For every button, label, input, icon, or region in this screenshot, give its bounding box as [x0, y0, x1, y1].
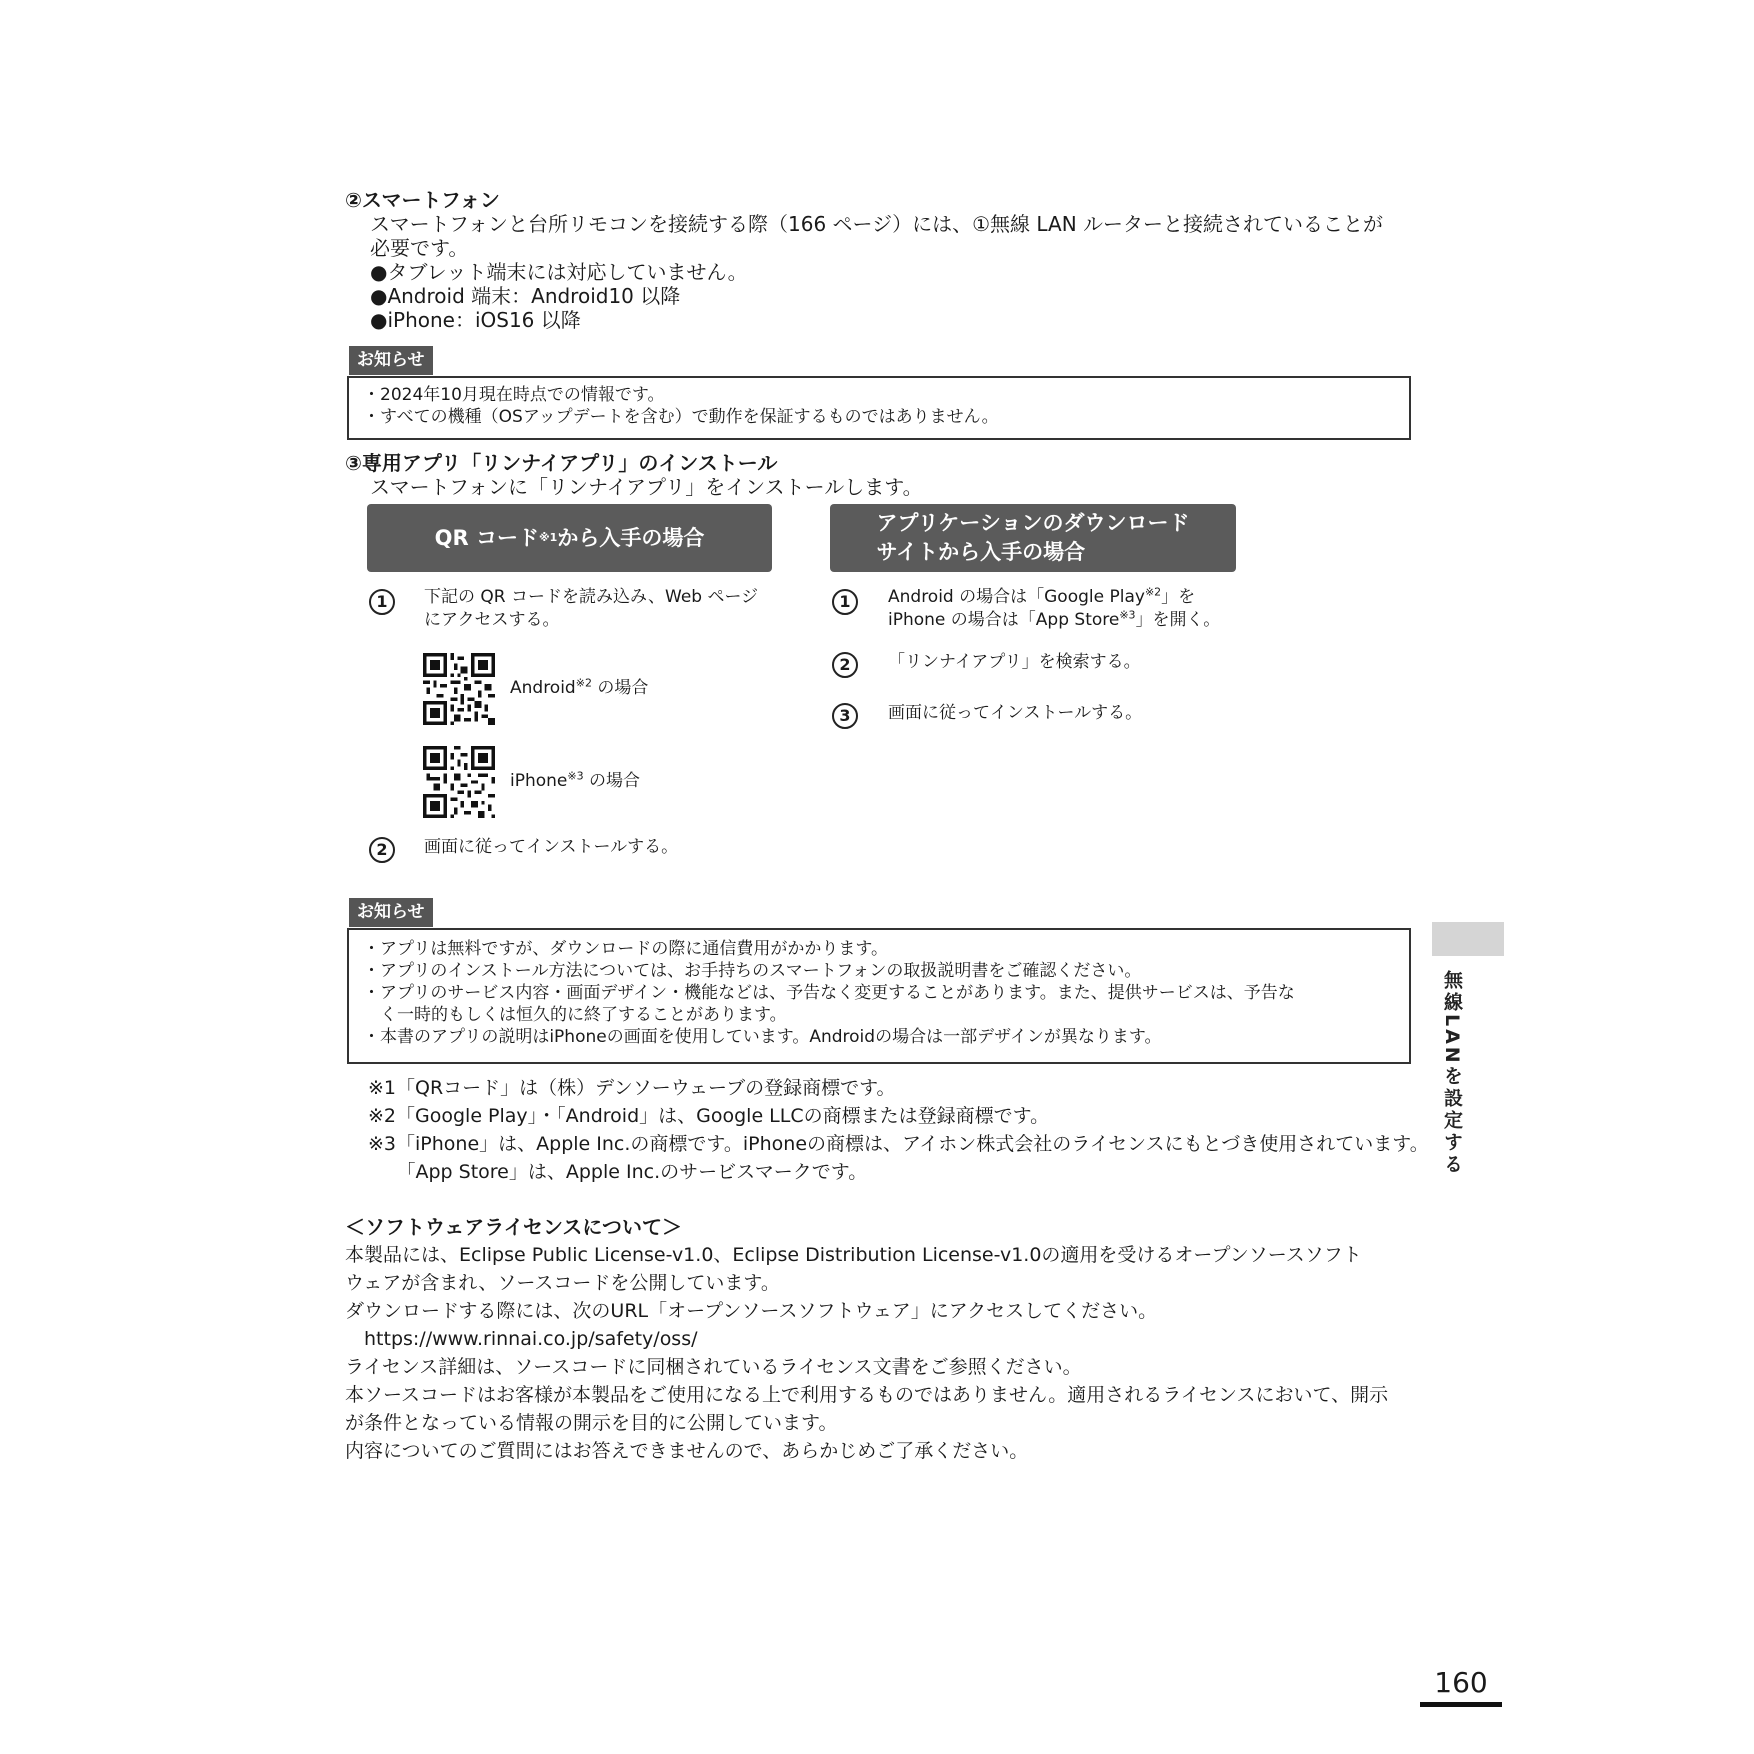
qr-header-text: から入手の場合	[557, 525, 705, 550]
footnote-ref: ※3	[567, 769, 584, 783]
license-url[interactable]: https://www.rinnai.co.jp/safety/oss/	[345, 1328, 698, 1350]
store-step1-text-part: 」を	[1161, 587, 1196, 607]
footnote-item: ※1「QRコード」は（株）デンソーウェーブの登録商標です。	[368, 1077, 896, 1099]
notice-line: ・アプリのインストール方法については、お手持ちのスマートフォンの取扱説明書をご確認ください。	[363, 961, 1142, 981]
store-step1-text	[888, 586, 1220, 632]
store-header-line: サイトから入手の場合	[876, 540, 1086, 564]
notice-line: く一時的もしくは恒久的に終了することがあります。	[363, 1005, 787, 1025]
section-smartphone-title: ②スマートフォン	[345, 188, 500, 212]
store-header-line: アプリケーションのダウンロード	[876, 511, 1190, 535]
license-line: 本ソースコードはお客様が本製品をご使用になる上で利用するものではありません。適用されるライセンスにおいて、開示	[345, 1384, 1389, 1406]
qr-step2-text: 画面に従ってインストールする。	[424, 837, 679, 857]
android-qr-label-text: の場合	[591, 678, 649, 698]
step-number: 1	[832, 589, 858, 615]
license-title: ＜ソフトウェアライセンスについて＞	[345, 1215, 682, 1239]
step-number: 3	[832, 703, 858, 729]
store-method-header	[830, 504, 1236, 572]
android-qr-code	[423, 653, 495, 725]
notice-box	[347, 376, 1411, 440]
section-app-install-desc: スマートフォンに「リンナイアプリ」をインストールします。	[370, 475, 923, 499]
iphone-qr-label	[510, 770, 640, 793]
android-qr-label-text: Android	[510, 678, 576, 698]
notice-line: ・アプリのサービス内容・画面デザイン・機能などは、予告なく変更することがあります。また、提供サービスは、予告な	[363, 983, 1295, 1003]
notice-box	[347, 928, 1411, 1064]
license-line: 内容についてのご質問にはお答えできませんので、あらかじめご了承ください。	[345, 1440, 1029, 1462]
qr-step1-line: 下記の QR コードを読み込み、Web ページ	[424, 587, 759, 607]
qr-method-header: QR コード ※1 から入手の場合	[367, 504, 772, 572]
page-number: 160	[1434, 1666, 1488, 1699]
footnote-ref: ※2	[575, 676, 592, 690]
bullet-android: ●Android 端末：Android10 以降	[370, 284, 681, 308]
iphone-qr-label-text: の場合	[583, 771, 641, 791]
store-step1-text-part: iPhone の場合は「App Store	[888, 610, 1120, 630]
footnote-ref: ※3	[1119, 608, 1136, 622]
footnote-item: ※2「Google Play」・「Android」は、Google LLCの商標または登録商標です。	[368, 1105, 1050, 1127]
license-line: 本製品には、Eclipse Public License-v1.0、Eclipse Distribution License-v1.0の適用を受けるオープンソースソフト	[345, 1244, 1362, 1266]
license-line: ライセンス詳細は、ソースコードに同梱されているライセンス文書をご参照ください。	[345, 1356, 1082, 1378]
store-step1-text-part: Android の場合は「Google Play	[888, 587, 1145, 607]
section-smartphone-desc-1: スマートフォンと台所リモコンを接続する際（166 ページ）には、①無線 LAN ルーターと接続されていることが	[370, 212, 1384, 236]
side-tab-label: 無線LANを設定する	[1441, 970, 1463, 1176]
notice-line: ・すべての機種（OSアップデートを含む）で動作を保証するものではありません。	[363, 407, 999, 427]
iphone-qr-label-text: iPhone	[510, 771, 568, 791]
license-line: が条件となっている情報の開示を目的に公開しています。	[345, 1412, 838, 1434]
license-line: ダウンロードする際には、次のURL「オープンソースソフトウェア」にアクセスしてください。	[345, 1300, 1158, 1322]
side-tab-marker	[1432, 922, 1504, 956]
section-app-install-title: ③専用アプリ「リンナイアプリ」のインストール	[345, 451, 778, 475]
footnote-item: ※3「iPhone」は、Apple Inc.の商標です。iPhoneの商標は、アイホン株式会社のライセンスにもとづき使用されています。	[368, 1133, 1429, 1155]
footnote-item: 「App Store」は、Apple Inc.のサービスマークです。	[368, 1161, 868, 1183]
bullet-iphone: ●iPhone：iOS16 以降	[370, 308, 581, 332]
step-number: 2	[832, 652, 858, 678]
store-step2-text: 「リンナイアプリ」を検索する。	[888, 652, 1141, 672]
notice-label: お知らせ	[349, 898, 433, 927]
section-smartphone-desc-2: 必要です。	[370, 236, 469, 260]
page-number-underline	[1420, 1702, 1502, 1707]
step-number: 1	[369, 589, 395, 615]
qr-header-text: QR コード	[434, 525, 539, 550]
store-step3-text: 画面に従ってインストールする。	[888, 703, 1143, 723]
license-body	[345, 1241, 1415, 1465]
notice-line: ・本書のアプリの説明はiPhoneの画面を使用しています。Androidの場合は一部デザインが異なります。	[363, 1027, 1162, 1047]
store-step1-text-part: 」を開く。	[1135, 610, 1221, 630]
step-number: 2	[369, 837, 395, 863]
android-qr-label	[510, 677, 648, 700]
license-line: ウェアが含まれ、ソースコードを公開しています。	[345, 1272, 780, 1294]
bullet-tablet: ●タブレット端末には対応していません。	[370, 260, 748, 284]
notice-label: お知らせ	[349, 346, 433, 375]
notice-line: ・アプリは無料ですが、ダウンロードの際に通信費用がかかります。	[363, 939, 888, 959]
notice-line: ・2024年10月現在時点での情報です。	[363, 385, 665, 405]
iphone-qr-code	[423, 746, 495, 818]
footnote-ref: ※2	[1144, 585, 1162, 599]
footnotes	[368, 1074, 1429, 1186]
qr-step1-text	[424, 586, 758, 632]
qr-step1-line: にアクセスする。	[424, 610, 560, 630]
